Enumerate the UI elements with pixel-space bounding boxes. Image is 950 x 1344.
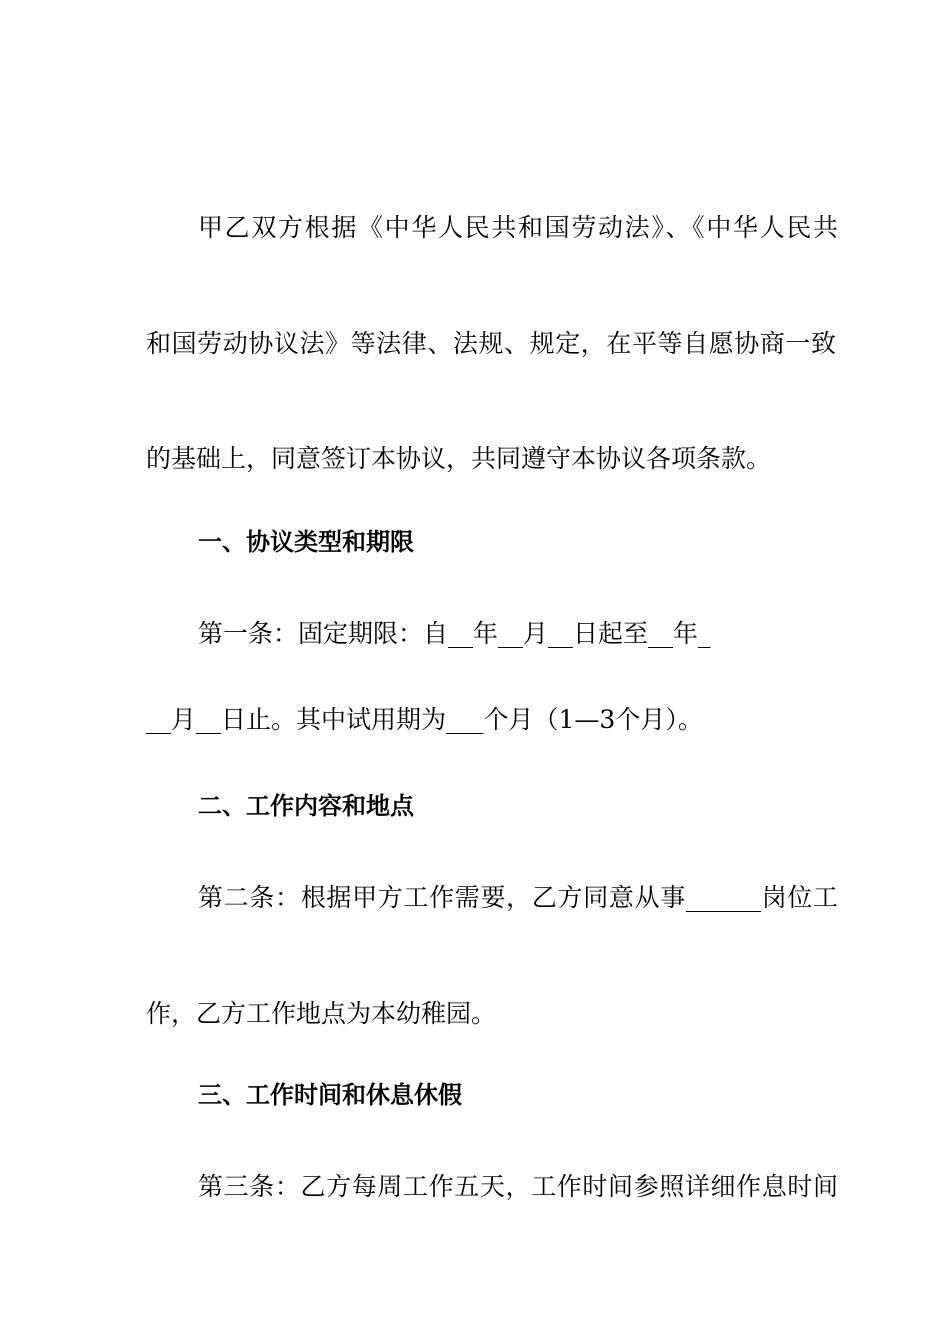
- intro-line-2: 和国劳动协议法》等法律、法规、规定，在平等自愿协商一致: [146, 329, 836, 358]
- article-1-line-1: 第一条：固定期限：自__年__月__日起至__年_: [198, 619, 711, 648]
- intro-line-1: 甲乙双方根据《中华人民共和国劳动法》、《中华人民共: [198, 213, 838, 242]
- section-heading-work: 二、工作内容和地点: [198, 792, 414, 820]
- section-heading-term: 一、协议类型和期限: [198, 528, 414, 556]
- intro-line-3: 的基础上，同意签订本协议，共同遵守本协议各项条款。: [146, 444, 772, 473]
- article-1-line-2: __月__日止。其中试用期为___个月（1—3个月）。: [146, 705, 703, 734]
- section-heading-hours: 三、工作时间和休息休假: [198, 1081, 462, 1109]
- article-2-line-1: 第二条：根据甲方工作需要，乙方同意从事______岗位工: [198, 883, 838, 912]
- article-2-line-2: 作，乙方工作地点为本幼稚园。: [146, 999, 497, 1028]
- article-3-line-1: 第三条：乙方每周工作五天，工作时间参照详细作息时间: [198, 1172, 838, 1201]
